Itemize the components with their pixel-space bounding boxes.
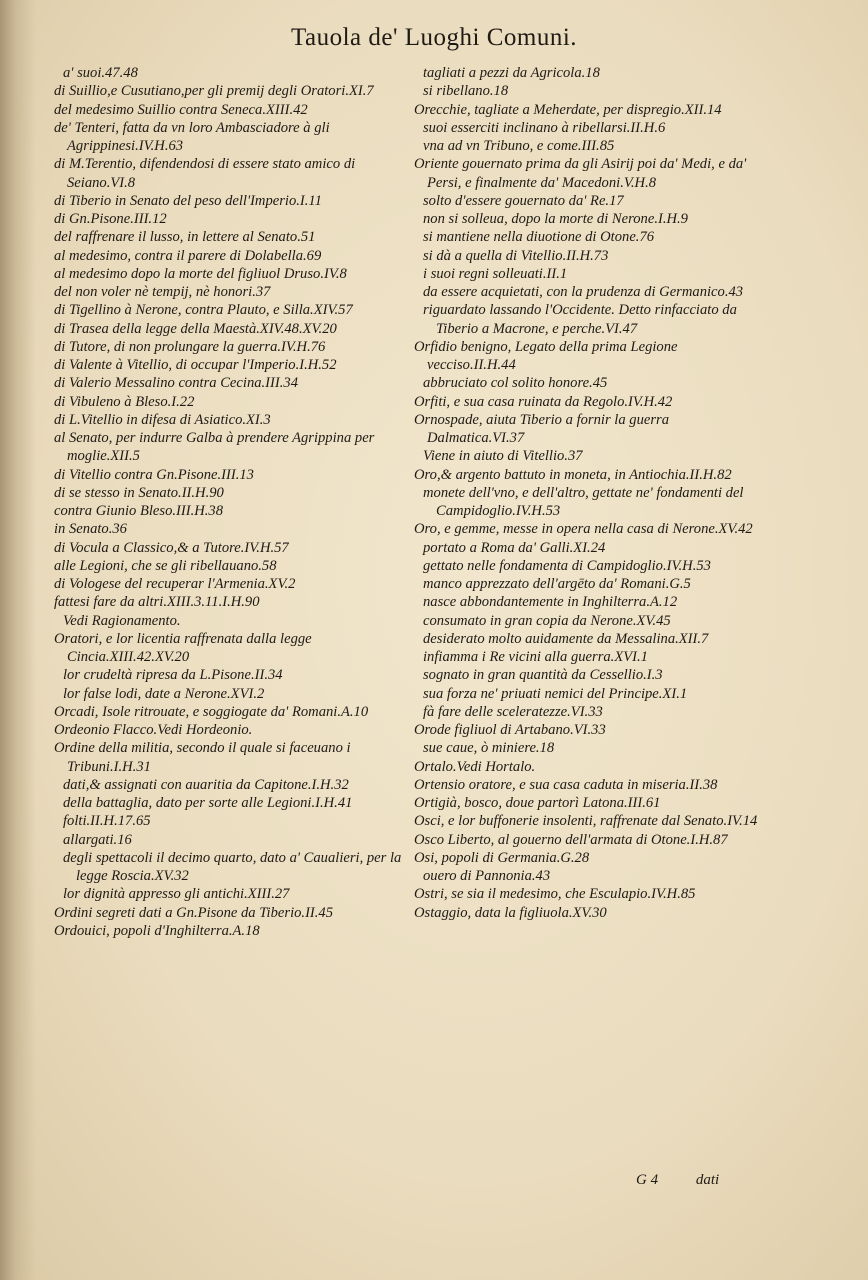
index-entry: Ostaggio, data la figliuola.XV.30 bbox=[414, 904, 607, 921]
index-entry: desiderato molto auidamente da Messalina.XII.7 bbox=[423, 630, 709, 647]
index-entry: dati,& assignati con auaritia da Capitone.I.H.32 bbox=[63, 776, 349, 793]
index-entry: di Valente à Vitellio, di occupar l'Imperio.I.H.52 bbox=[54, 357, 337, 373]
index-entry: consumato in gran copia da Nerone.XV.45 bbox=[423, 612, 671, 629]
index-entry: Ortensio oratore, e sua casa caduta in miseria.II.38 bbox=[414, 776, 718, 793]
index-entry: i suoi regni solleuati.II.1 bbox=[423, 265, 568, 282]
index-entry: di Trasea della legge della Maestà.XIV.48.XV.20 bbox=[54, 320, 337, 337]
index-entry: sue caue, ò miniere.18 bbox=[423, 740, 555, 757]
index-entry: della battaglia, dato per sorte alle Legioni.I.H.41 bbox=[63, 795, 353, 811]
index-entry: Orecchie, tagliate a Meherdate, per dispregio.XII.14 bbox=[414, 101, 722, 118]
index-entry: Orode figliuol di Artabano.VI.33 bbox=[414, 722, 606, 738]
page-title: Tauola de' Luoghi Comuni. bbox=[290, 24, 578, 51]
index-entry: di se stesso in Senato.II.H.90 bbox=[54, 484, 224, 501]
index-entry: al medesimo dopo la morte del figliuol Druso.IV.8 bbox=[54, 265, 347, 282]
index-entry: si ribellano.18 bbox=[423, 83, 509, 100]
index-entry: a' suoi.47.48 bbox=[63, 65, 138, 81]
index-entry: di Vitellio contra Gn.Pisone.III.13 bbox=[54, 466, 254, 483]
index-entry: Orcadi, Isole ritrouate, e soggiogate da' Romani.A.10 bbox=[54, 703, 369, 720]
index-entry: solto d'essere gouernato da' Re.17 bbox=[423, 192, 624, 209]
index-entry: del medesimo Suillio contra Seneca.XIII.42 bbox=[54, 101, 308, 118]
index-entry: degli spettacoli il decimo quarto, dato a' Caualieri, per la legge Roscia.XV.32 bbox=[63, 849, 402, 884]
index-entry: fà fare delle sceleratezze.VI.33 bbox=[423, 703, 603, 720]
index-entry: vna ad vn Tribuno, e come.III.85 bbox=[423, 138, 615, 154]
index-entry: fattesi fare da altri.XIII.3.11.I.H.90 bbox=[54, 594, 260, 611]
index-entry: riguardato lassando l'Occidente. Detto rinfacciato da Tiberio a Macrone, e perche.VI.47 bbox=[423, 302, 737, 337]
index-entry: abbruciato col solito honore.45 bbox=[423, 375, 608, 392]
index-entry: manco apprezzato dell'argēto da' Romani.G.5 bbox=[423, 576, 691, 592]
index-entry: di L.Vitellio in difesa di Asiatico.XI.3 bbox=[54, 411, 271, 428]
index-entry: del raffrenare il lusso, in lettere al Senato.51 bbox=[54, 229, 316, 246]
index-entry: Viene in aiuto di Vitellio.37 bbox=[423, 448, 583, 465]
page-footer bbox=[636, 1172, 719, 1189]
index-entry: di Tutore, di non prolungare la guerra.IV.H.76 bbox=[54, 338, 326, 355]
index-entry: Ordine della militia, secondo il quale si faceuano i Tribuni.I.H.31 bbox=[54, 740, 351, 775]
index-entry: di Vibuleno à Bleso.I.22 bbox=[54, 393, 195, 410]
index-entry: gettato nelle fondamenta di Campidoglio.IV.H.53 bbox=[423, 557, 711, 574]
index-entry: Oro, e gemme, messe in opera nella casa di Nerone.XV.42 bbox=[414, 521, 753, 538]
index-entry: Osci, e lor buffonerie insolenti, raffrenate dal Senato.IV.14 bbox=[414, 813, 758, 830]
index-entry: folti.II.H.17.65 bbox=[63, 813, 151, 830]
index-entry: suoi esserciti inclinano à ribellarsi.II.H.6 bbox=[423, 119, 666, 136]
index-entry: portato a Roma da' Galli.XI.24 bbox=[423, 539, 606, 556]
index-entry: Ordeonio Flacco.Vedi Hordeonio. bbox=[54, 722, 253, 738]
index-entry: monete dell'vno, e dell'altro, gettate ne' fondamenti del Campidoglio.IV.H.53 bbox=[423, 484, 744, 519]
index-entry: ouero di Pannonia.43 bbox=[423, 868, 551, 884]
index-entry: Osi, popoli di Germania.G.28 bbox=[414, 849, 590, 866]
index-entry: allargati.16 bbox=[63, 831, 132, 848]
index-entry: di M.Terentio, difendendosi di essere stato amico di Seiano.VI.8 bbox=[54, 156, 356, 191]
index-entry: non si solleua, dopo la morte di Nerone.I.H.9 bbox=[423, 211, 688, 227]
index-entry: alle Legioni, che se gli ribellauano.58 bbox=[54, 557, 277, 574]
index-entry: di Vologese del recuperar l'Armenia.XV.2 bbox=[54, 576, 296, 592]
signature-mark: G 4 bbox=[636, 1172, 659, 1188]
index-entry: Ortigià, bosco, doue partorì Latona.III.61 bbox=[414, 795, 661, 811]
index-entry: Orfiti, e sua casa ruinata da Regolo.IV.H.42 bbox=[414, 393, 673, 410]
index-entry: tagliati a pezzi da Agricola.18 bbox=[423, 65, 600, 81]
index-entry: al Senato, per indurre Galba à prendere Agrippina per moglie.XII.5 bbox=[54, 430, 375, 465]
catchword: dati bbox=[695, 1172, 720, 1188]
index-entry: infiamma i Re vicini alla guerra.XVI.1 bbox=[423, 649, 648, 665]
index-entry: da essere acquietati, con la prudenza di Germanico.43 bbox=[423, 284, 744, 300]
index-entry: Oratori, e lor licentia raffrenata dalla legge Cincia.XIII.42.XV.20 bbox=[54, 630, 312, 665]
index-entry: Orfidio benigno, Legato della prima Legione vecciso.II.H.44 bbox=[414, 338, 678, 373]
index-entry: di Gn.Pisone.III.12 bbox=[54, 211, 167, 227]
index-entry: contra Giunio Bleso.III.H.38 bbox=[54, 503, 224, 519]
page-gutter-shadow bbox=[0, 0, 36, 1280]
index-entry: Oriente gouernato prima da gli Asirij poi da' Medi, e da' Persi, e finalmente da' Macedoni.V.H.8 bbox=[414, 156, 747, 191]
index-entry: di Tigellino à Nerone, contra Plauto, e Silla.XIV.57 bbox=[54, 302, 353, 319]
index-entry: si mantiene nella diuotione di Otone.76 bbox=[423, 229, 655, 246]
index-entry: de' Tenteri, fatta da vn loro Ambasciadore à gli Agrippinesi.IV.H.63 bbox=[54, 119, 330, 154]
index-entry: lor dignità appresso gli antichi.XIII.27 bbox=[63, 886, 290, 903]
index-entry: Oro,& argento battuto in moneta, in Antiochia.II.H.82 bbox=[414, 466, 732, 483]
index-entry: si dà a quella di Vitellio.II.H.73 bbox=[423, 247, 609, 264]
index-entry: Ortalo.Vedi Hortalo. bbox=[414, 758, 536, 775]
index-entry: Ordini segreti dati a Gn.Pisone da Tiberio.II.45 bbox=[54, 904, 334, 921]
index-entry: di Vocula a Classico,& a Tutore.IV.H.57 bbox=[54, 539, 289, 556]
index-entry: Ostri, se sia il medesimo, che Esculapio.IV.H.85 bbox=[414, 886, 696, 903]
index-entry: Osco Liberto, al gouerno dell'armata di Otone.I.H.87 bbox=[414, 831, 728, 848]
index-entry: sognato in gran quantità da Cessellio.I.3 bbox=[423, 667, 663, 684]
index-column-right bbox=[414, 64, 768, 922]
index-entry: di Tiberio in Senato del peso dell'Imperio.I.11 bbox=[54, 192, 322, 209]
index-entry: al medesimo, contra il parere di Dolabella.69 bbox=[54, 247, 322, 264]
index-entry: Vedi Ragionamento. bbox=[63, 612, 181, 629]
index-entry: di Suillio,e Cusutiano,per gli premij degli Oratori.XI.7 bbox=[54, 83, 374, 100]
index-column-left bbox=[54, 64, 426, 940]
index-entry: lor false lodi, date a Nerone.XVI.2 bbox=[63, 685, 265, 702]
index-entry: lor crudeltà ripresa da L.Pisone.II.34 bbox=[63, 667, 283, 684]
index-entry: Ordouici, popoli d'Inghilterra.A.18 bbox=[54, 922, 260, 939]
index-entry: Ornospade, aiuta Tiberio a fornir la guerra Dalmatica.VI.37 bbox=[414, 411, 670, 446]
index-entry: del non voler nè tempij, nè honori.37 bbox=[54, 284, 271, 300]
index-entry: in Senato.36 bbox=[54, 521, 127, 538]
index-entry: nasce abbondantemente in Inghilterra.A.12 bbox=[423, 594, 678, 611]
index-entry: sua forza ne' priuati nemici del Principe.XI.1 bbox=[423, 685, 688, 702]
index-entry: di Valerio Messalino contra Cecina.III.34 bbox=[54, 375, 299, 392]
